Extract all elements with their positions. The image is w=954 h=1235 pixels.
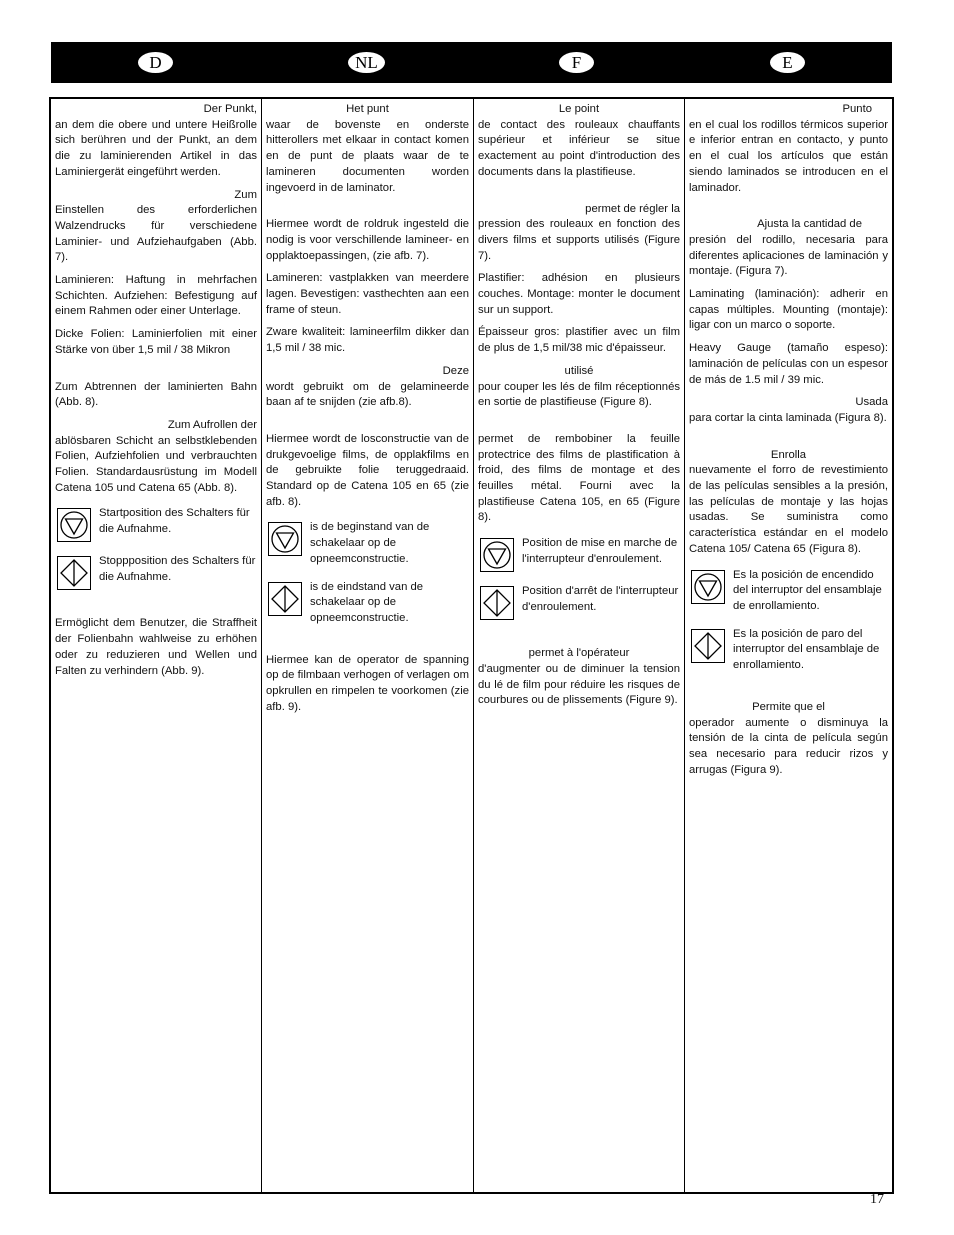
switch-stop-item xyxy=(57,554,257,590)
switch-start-item xyxy=(480,536,680,572)
diamond-split-icon xyxy=(268,582,302,616)
switch-start-item xyxy=(691,568,888,615)
switch-start-item xyxy=(57,506,257,542)
paragraph-takeup: Enrolla nuevamente el forro de revestimiento de las películas sensibles a la presión, las películas de montaje y las hojas usadas. Se suministra como característica estándar en el modelo Catena 105/ Catena 65 (Figura 8). xyxy=(689,448,888,555)
switch-start-label: Startposition des Schalters für die Aufnahme. xyxy=(99,507,250,536)
switch-start-label: is de beginstand van de schakelaar op de opneemconstructie. xyxy=(310,521,430,565)
paragraph-takeup: Hiermee wordt de losconstructie van de drukgevoelige films, de opplakfilms en de gebruikte folie teruggedraaid. Standard op de Catena 105 en 65 (zie afb. 8). xyxy=(266,432,469,508)
triangle-down-circle-icon xyxy=(691,570,725,604)
column-f xyxy=(473,99,684,1192)
paragraph-cutter: utilisé pour couper les lés de film réceptionnés en sortie de plastifieuse (Figure 8). xyxy=(478,364,680,409)
paragraph-cutter: Zum Abtrennen der laminierten Bahn (Abb. 8). xyxy=(55,380,257,409)
language-badge-nl: NL xyxy=(348,52,385,73)
paragraph-heavy-gauge: Dicke Folien: Laminierfolien mit einer Stärke von über 1,5 mil / 38 Mikron xyxy=(55,328,257,356)
switch-start-label: Position de mise en marche de l'interrupteur d'enroulement. xyxy=(522,537,678,565)
paragraph-nip: Het punt waar de bovenste en onderste hitterollers met elkaar in contact komen en de punt de plaats waar de te lamineren documenten worden ingevoerd in de laminator. xyxy=(266,103,469,194)
paragraph-cutter: Usada para cortar la cinta laminada (Figura 8). xyxy=(689,396,888,424)
paragraph-nip: Punto en el cual los rodillos térmicos superior e inferior entran en contacto, y punto en el cual los artículos que están siendo laminados se introducen en el laminador. xyxy=(689,103,888,194)
switch-stop-item xyxy=(480,584,680,620)
page-number: 17 xyxy=(870,1192,884,1207)
diamond-split-icon xyxy=(691,629,725,663)
triangle-down-circle-icon xyxy=(57,508,91,542)
paragraph-laminating: Lamineren: vastplakken van meerdere lagen. Bevestigen: vasthechten aan een frame of steun. xyxy=(266,272,469,316)
paragraph-tension: Permite que el operador aumente o disminuya la tensión de la cinta de película según sea necesario para reducir rizos y arrugas (Figura 9). xyxy=(689,700,888,776)
language-badge-f: F xyxy=(559,52,594,73)
paragraph-heavy-gauge: Zware kwaliteit: lamineerfilm dikker dan 1,5 mil / 38 mic. xyxy=(266,326,469,355)
paragraph-heavy-gauge: Heavy Gauge (tamaño espeso): laminación de películas con un espesor de más de 1.5 mil / 39 mic. xyxy=(689,342,888,386)
paragraph-cutter: Deze wordt gebruikt om de gelamineerde baan af te snijden (zie afb.8). xyxy=(266,364,469,409)
diamond-split-icon xyxy=(480,586,514,620)
triangle-down-circle-icon xyxy=(480,538,514,572)
paragraph-laminating: Plastifier: adhésion en plusieurs couches. Montage: monter le document sur un support. xyxy=(478,272,680,316)
paragraph-pressure: Zum Einstellen des erforderlichen Walzendrucks für verschiedene Laminier- und Aufziehaufgaben (Abb. 7). xyxy=(55,188,257,264)
paragraph-pressure: Hiermee wordt de roldruk ingesteld die nodig is voor verschillende lamineer- en opplaktoepassingen, (zie afb. 7). xyxy=(266,218,469,262)
paragraph-takeup: permet de rembobiner la feuille protectrice des films de plastification à froid, des films de montage et des feuilles métal. Fourni avec la plastifieuse Catena 105, en 65 (Figure 8). xyxy=(478,432,680,524)
switch-start-item xyxy=(268,520,469,567)
paragraph-pressure: Ajusta la cantidad de presión del rodillo, necesaria para diferentes aplicaciones de laminación y montaje. (Figura 7). xyxy=(689,218,888,278)
triangle-down-circle-icon xyxy=(268,522,302,556)
column-nl xyxy=(261,99,473,1192)
paragraph-heavy-gauge: Épaisseur gros: plastifier avec un film de plus de 1,5 mil/38 mic d'épaisseur. xyxy=(478,326,680,355)
paragraph-laminating: Laminieren: Haftung in mehrfachen Schichten. Aufziehen: Befestigung auf einem Rahmen oder einer Unterlage. xyxy=(55,274,257,318)
language-badge-d: D xyxy=(138,52,173,73)
paragraph-tension: Hiermee kan de operator de spanning op de filmbaan verhogen of verlagen om opkrullen en rimpelen te voorkomen (zie afb. 9). xyxy=(266,653,469,713)
diamond-split-icon xyxy=(57,556,91,590)
switch-start-label: Es la posición de encendido del interruptor del ensamblaje de enrollamiento. xyxy=(733,568,882,612)
column-d xyxy=(51,99,261,1192)
column-e xyxy=(684,99,892,1192)
paragraph-pressure: permet de régler la pression des rouleaux en fonction des divers films et supports utilisés (Figure 7). xyxy=(478,202,680,262)
switch-stop-label: Stoppposition des Schalters für die Aufnahme. xyxy=(99,555,256,584)
language-header-bar xyxy=(51,42,892,83)
switch-stop-label: is de eindstand van de schakelaar op de opneemconstructie. xyxy=(310,580,424,624)
paragraph-nip: Le point de contact des rouleaux chauffants supérieur et inférieur se situe exactement au point d'introduction des documents dans la plastifieuse. xyxy=(478,103,680,178)
paragraph-tension: Ermöglicht dem Benutzer, die Straffheit der Folienbahn wahlweise zu erhöhen oder zu reduzieren und Wellen und Falten zu verhindern (Abb. 9). xyxy=(55,617,257,677)
switch-stop-item xyxy=(691,627,888,674)
paragraph-laminating: Laminating (laminación): adherir en capas múltiples. Mounting (montaje): ligar con un marco o soporte. xyxy=(689,288,888,332)
switch-stop-item xyxy=(268,580,469,627)
paragraph-takeup: Zum Aufrollen der ablösbaren Schicht an selbstklebenden Folien, Aufziehfolien und verbrauchten Folien. Standardausrüstung im Modell Catena 105 und Catena 65 (Abb. 8). xyxy=(55,418,257,494)
language-badge-e: E xyxy=(770,52,805,73)
paragraph-tension: permet à l'opérateur d'augmenter ou de diminuer la tension du lé de film pour réduire les risques de courbures ou de plissements (Figure 9). xyxy=(478,647,680,707)
paragraph-nip: Der Punkt, an dem die obere und untere Heißrolle sich berühren und der Punkt, an dem die zu laminierenden Artikel in das Laminiergerät eingeführt werden. xyxy=(55,103,257,178)
switch-stop-label: Es la posición de paro del interruptor del ensamblaje de enrollamiento. xyxy=(733,627,880,672)
switch-stop-label: Position d'arrêt de l'interrupteur d'enroulement. xyxy=(522,585,679,613)
content-table xyxy=(49,97,894,1194)
